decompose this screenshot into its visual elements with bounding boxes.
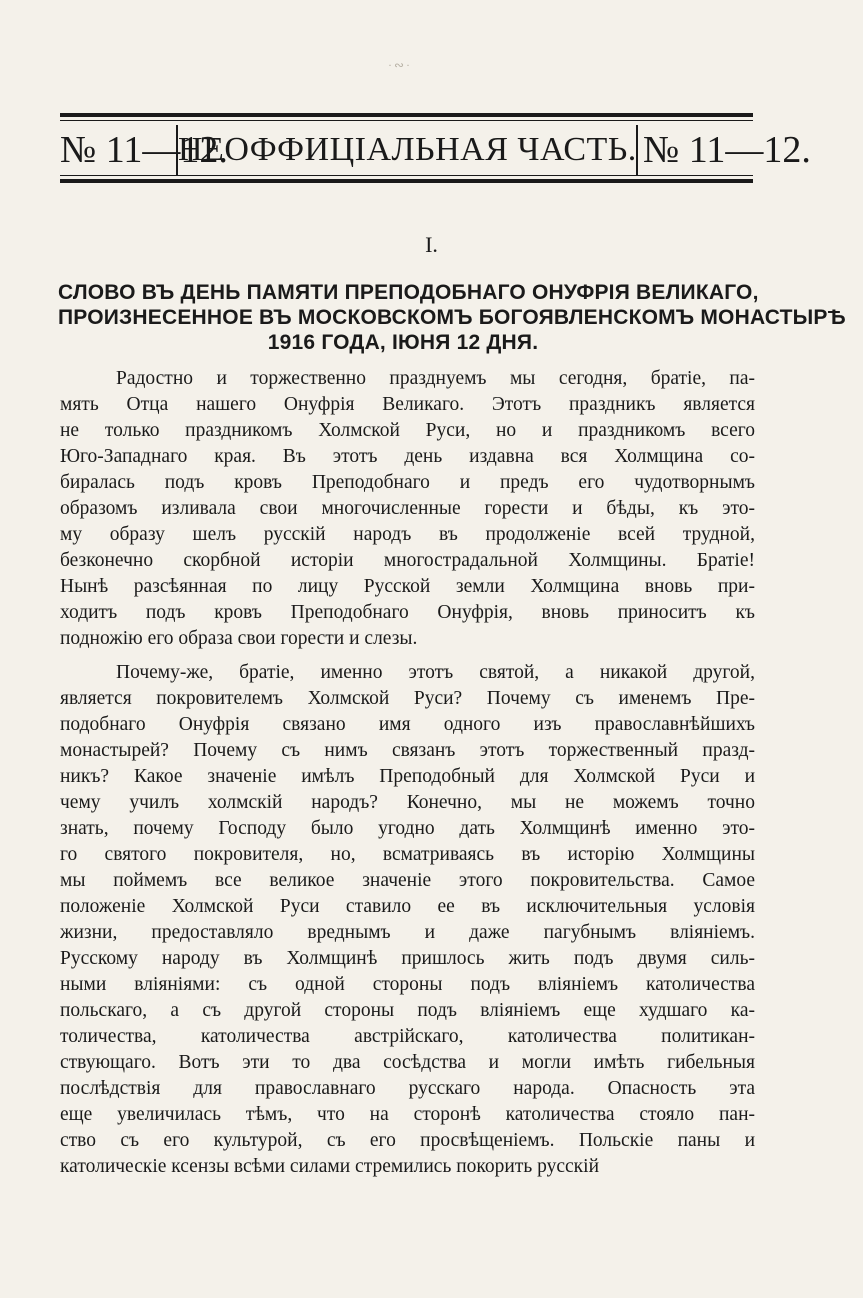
article-title-line: ПРОИЗНЕСЕННОЕ ВЪ МОСКОВСКОМЪ БОГОЯВЛЕНСКОМЪ МОНАСТЫРѢ	[58, 306, 847, 329]
section-number: I.	[425, 232, 438, 257]
article-title	[58, 280, 847, 355]
text-line: не только праздникомъ Холмской Руси, но и праздникомъ всего	[60, 420, 755, 441]
text-line: биралась подъ кровъ Преподобнаго и предъ его чудотворнымъ	[60, 472, 755, 493]
issue-number-right: № 11—12.	[643, 129, 811, 171]
text-line: мять Отца нашего Онуфрія Великаго. Этотъ праздникъ является	[60, 394, 755, 415]
text-line: мы поймемъ все великое значеніе этого покровительства. Самое	[60, 870, 755, 891]
text-line: ходитъ подъ кровъ Преподобнаго Онуфрія, вновь приноситъ къ	[60, 602, 755, 623]
text-line: ными вліяніями: съ одной стороны подъ вліяніемъ католичества	[60, 974, 755, 995]
text-line: никъ? Какое значеніе имѣлъ Преподобный для Холмской Руси и	[60, 766, 755, 787]
text-line: послѣдствія для православнаго русскаго народа. Опасность эта	[60, 1078, 755, 1099]
text-line: ствующаго. Вотъ эти то два сосѣдства и могли имѣть гибельныя	[60, 1052, 755, 1073]
text-line: Русскому народу въ Холмщинѣ пришлось жить подъ двумя силь-	[60, 948, 755, 969]
text-line: подобнаго Онуфрія связано имя одного изъ православнѣйшихъ	[60, 714, 755, 735]
text-line: безконечно скорбной исторіи многострадальной Холмщины. Братіе!	[60, 550, 755, 571]
paragraph	[60, 660, 755, 1180]
text-line: польскаго, а съ другой стороны подъ вліяніемъ еще худшаго ка-	[60, 1000, 755, 1021]
article-body	[60, 366, 755, 1188]
ornament-mark: ·∾·	[387, 58, 413, 72]
text-line: Радостно и торжественно празднуемъ мы сегодня, братіе, па-	[116, 368, 755, 389]
text-line: образомъ изливала свои многочисленные горести и бѣды, къ это-	[60, 498, 755, 519]
article-title-line: 1916 ГОДА, ІЮНЯ 12 ДНЯ.	[267, 331, 539, 354]
text-line: Нынѣ разсѣянная по лицу Русской земли Холмщина вновь при-	[60, 576, 755, 597]
text-line: жизни, предоставляло вреднымъ и даже пагубнымъ вліяніемъ.	[60, 922, 755, 943]
text-line: знать, почему Господу было угодно дать Холмщинѣ именно это-	[60, 818, 755, 839]
text-line: монастырей? Почему съ нимъ связанъ этотъ торжественный празд-	[60, 740, 755, 761]
text-line: толичества, католичества австрійскаго, католичества политикан-	[60, 1026, 755, 1047]
text-line: католическіе ксензы всѣми силами стремились покорить русскій	[60, 1156, 600, 1177]
text-line: му образу шелъ русскій народъ въ продолженіе всей трудной,	[60, 524, 755, 545]
issue-number-left: № 11—12.	[60, 129, 228, 171]
text-line: еще увеличилась тѣмъ, что на сторонѣ католичества стояло пан-	[60, 1104, 755, 1125]
text-line: является покровителемъ Холмской Руси? Почему съ именемъ Пре-	[60, 688, 755, 709]
text-line: чему училъ холмскій народъ? Конечно, мы не можемъ точно	[60, 792, 755, 813]
paragraph	[60, 366, 755, 652]
text-line: положеніе Холмской Руси ставило ее въ исключительныя условія	[60, 896, 755, 917]
page-header	[60, 113, 811, 183]
text-line: подножію его образа свои горести и слезы.	[60, 628, 418, 649]
article-title-line: СЛОВО ВЪ ДЕНЬ ПАМЯТИ ПРЕПОДОБНАГО ОНУФРІЯ ВЕЛИКАГО,	[58, 281, 759, 304]
text-line: Юго-Западнаго края. Въ этотъ день издавна вся Холмщина со-	[60, 446, 755, 467]
text-line: ство съ его культурой, съ его просвѣщеніемъ. Польскіе паны и	[60, 1130, 755, 1151]
text-line: Почему-же, братіе, именно этотъ святой, а никакой другой,	[116, 662, 755, 683]
section-title: НЕОФФИЦІАЛЬНАЯ ЧАСТЬ.	[176, 125, 638, 175]
text-line: го святого покровителя, но, всматриваясь въ исторію Холмщины	[60, 844, 755, 865]
